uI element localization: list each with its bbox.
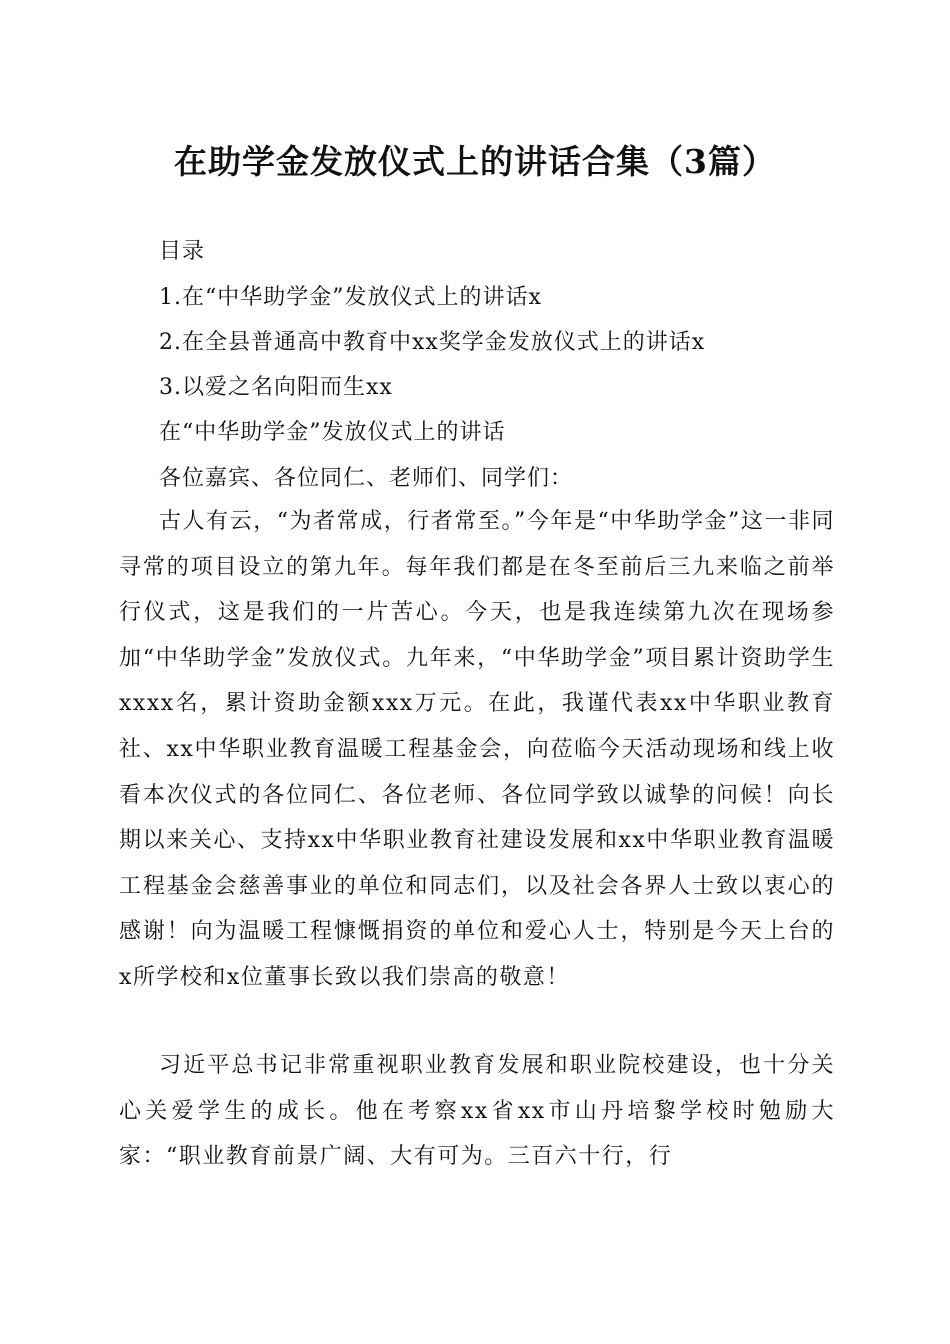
body-paragraph-2: 习近平总书记非常重视职业教育发展和职业院校建设，也十分关心关爱学生的成长。他在考察xx省xx市山丹培黎学校时勉励大家：“职业教育前景广阔、大有可为。三百六十行，行 xyxy=(119,1053,835,1170)
toc-item-3: 3.以爱之名向阳而生xx xyxy=(159,375,393,400)
section-title: 在“中华助学金”发放仪式上的讲话 xyxy=(159,420,506,445)
body-paragraph-1: 古人有云，“为者常成，行者常至。”今年是“中华助学金”这一非同寻常的项目设立的第九年。每年我们都是在冬至前后三九来临之前举行仪式，这是我们的一片苦心。今天，也是我连续第九次在现场参加“中华助学金”发放仪式。九年来，“中华助学金”项目累计资助学生xxxx名，累计资助金额xxx万元。在此，我谨代表xx中华职业教育社、xx中华职业教育温暖工程基金会，向莅临今天活动现场和线上收看本次仪式的各位同仁、各位老师、各位同学致以诚挚的问候！向长期以来关心、支持xx中华职业教育社建设发展和xx中华职业教育温暖工程基金会慈善事业的单位和同志们，以及社会各界人士致以衷心的感谢！向为温暖工程慷慨捐资的单位和爱心人士，特别是今天上台的x所学校和x位董事长致以我们崇高的敬意！ xyxy=(119,509,835,990)
toc-item-2: 2.在全县普通高中教育中xx奖学金发放仪式上的讲话x xyxy=(159,330,706,355)
document-title: 在助学金发放仪式上的讲话合集（3篇） xyxy=(174,142,776,181)
toc-heading: 目录 xyxy=(159,239,206,264)
salutation: 各位嘉宾、各位同仁、老师们、同学们： xyxy=(159,466,574,491)
toc-item-1: 1.在“中华助学金”发放仪式上的讲话x xyxy=(159,285,542,310)
